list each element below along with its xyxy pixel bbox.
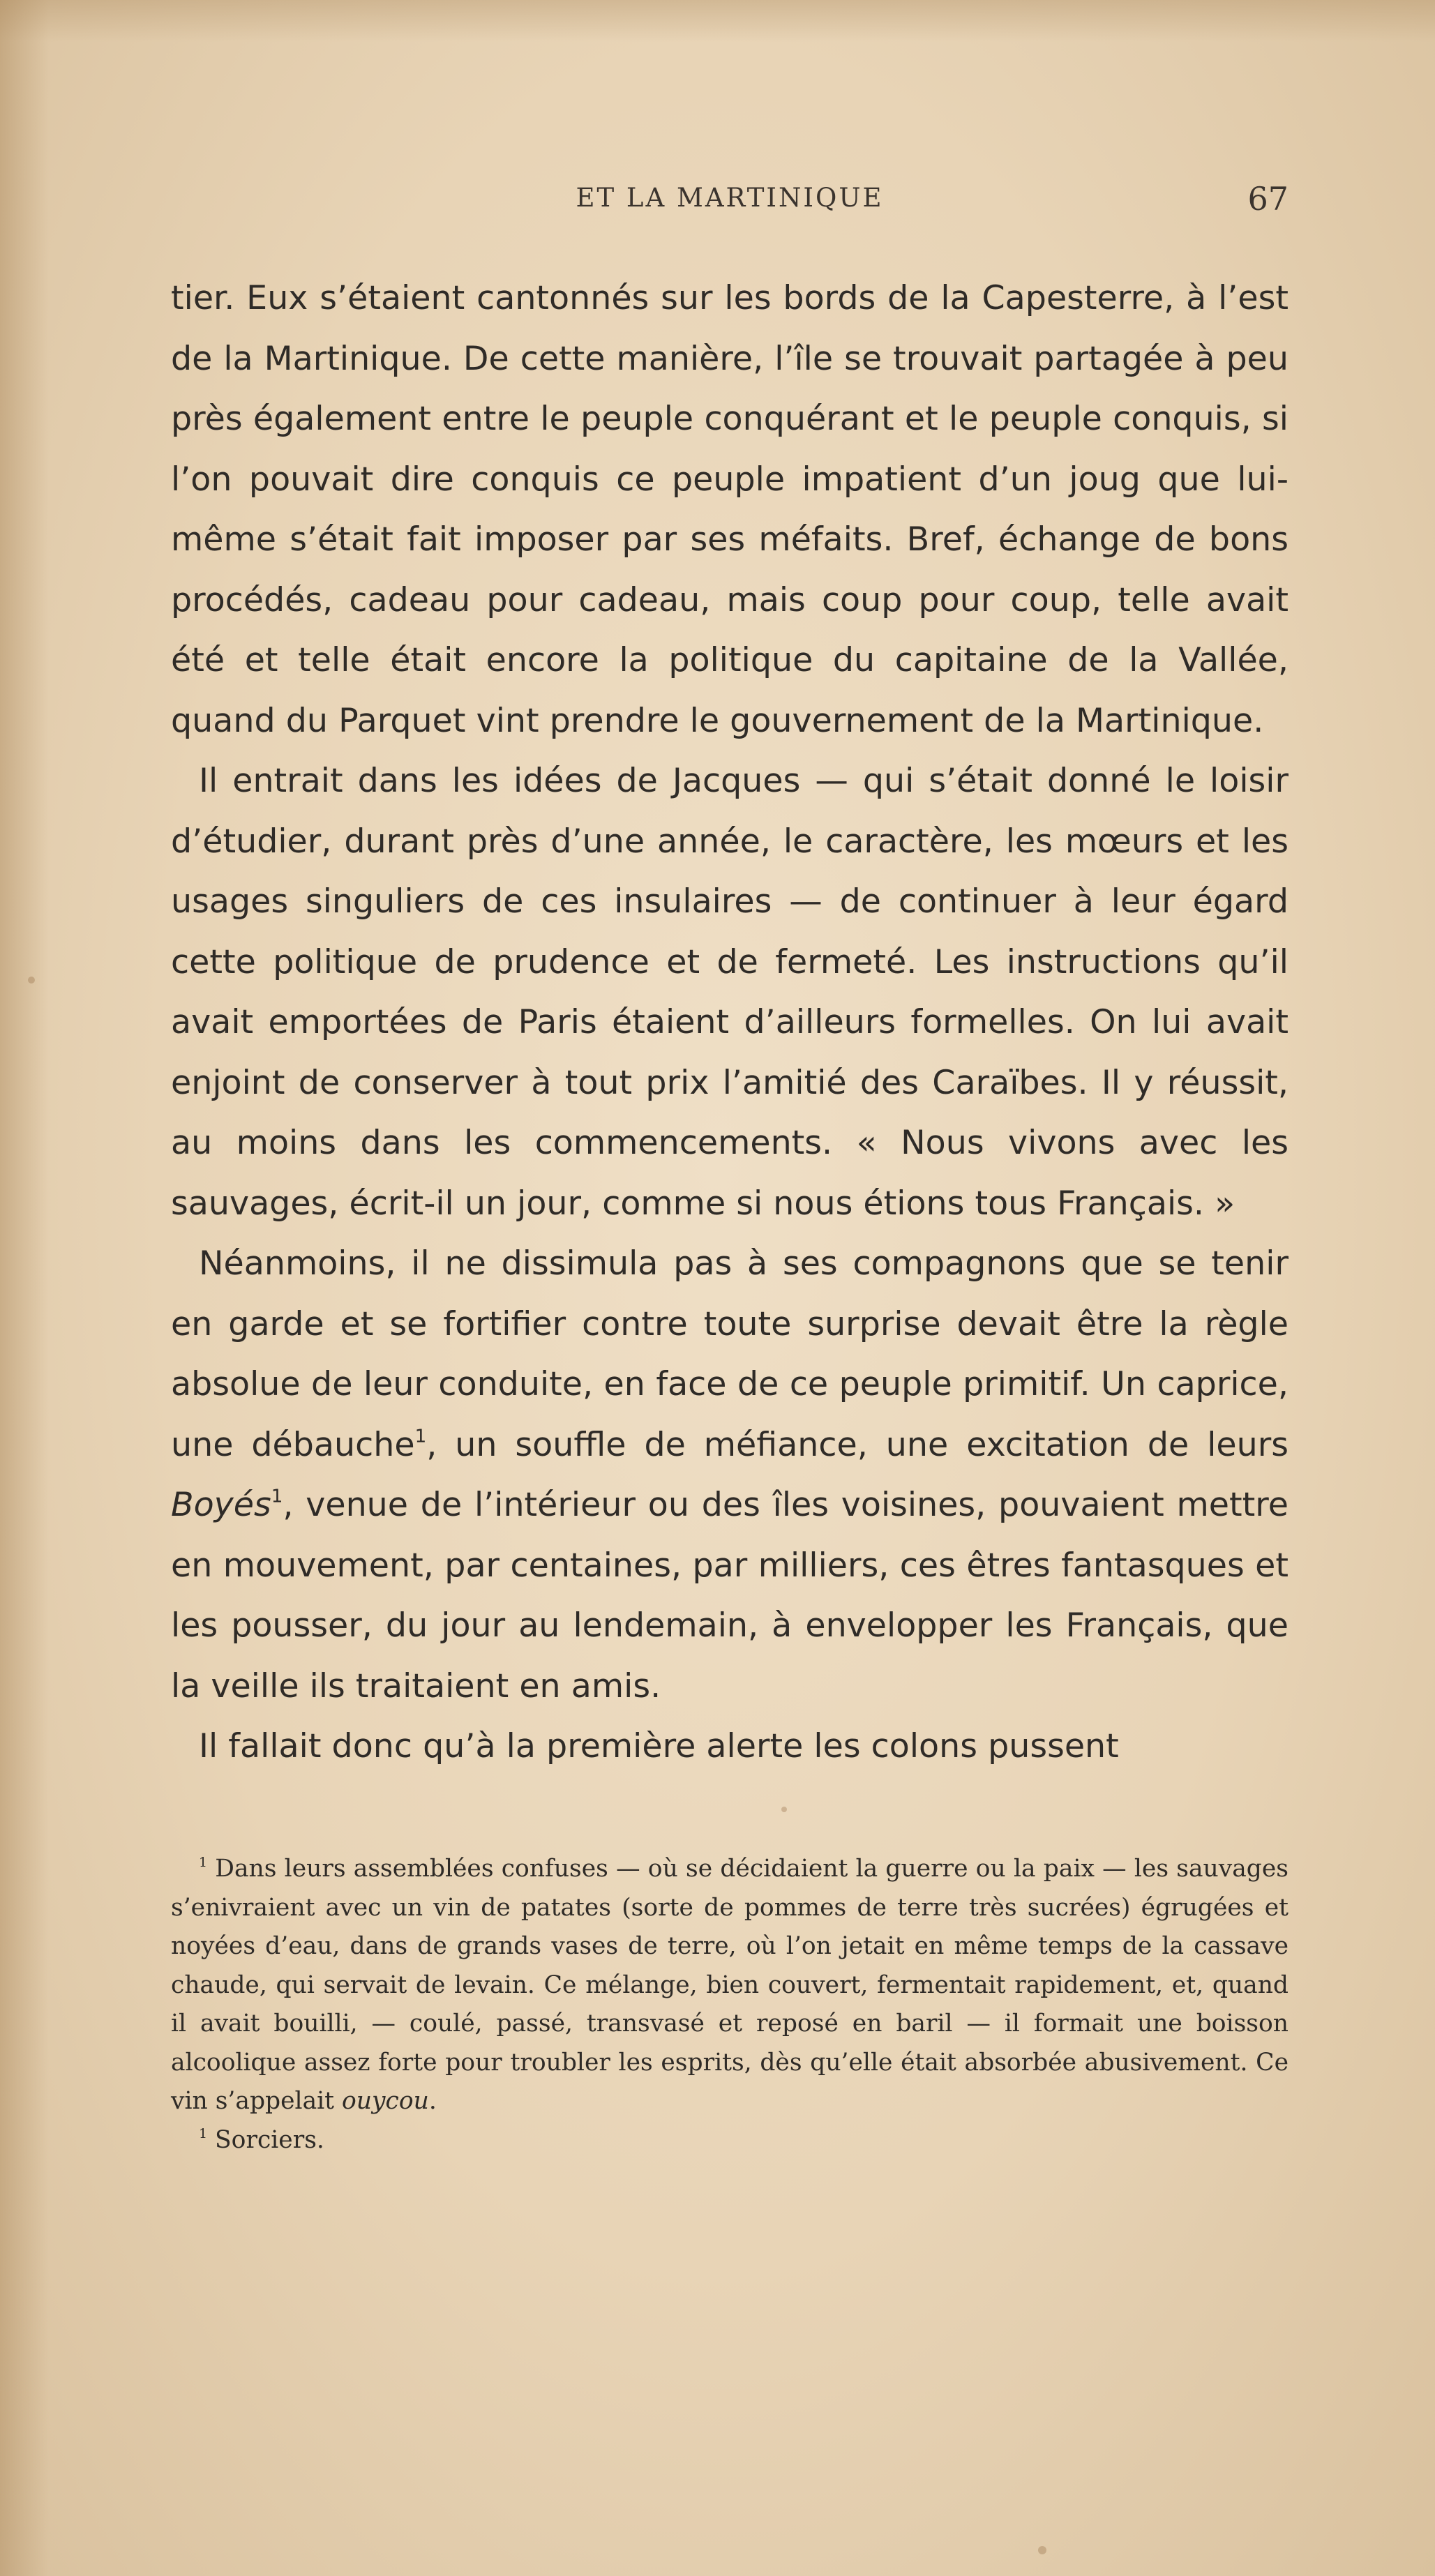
footnote-2	[171, 2121, 1289, 2160]
foxing-spot	[1038, 2546, 1046, 2554]
paragraph-2: Il entrait dans les idées de Jacques — qui s’était donné le loisir d’étudier, durant près d’une année, le caractère, les mœurs et les usages singuliers de ces insulaires — de continuer à leur égard cette politique de prudence et de fermeté. Les instructions qu’il avait emportées de Paris étaient d’ailleurs formelles. On lui avait enjoint de conserver à tout prix l’amitié des Caraïbes. Il y réussit, au moins dans les commencements. « Nous vivons avec les sauvages, écrit-il un jour, comme si nous étions tous Français. »	[171, 762, 1289, 1223]
page-header	[171, 180, 1289, 225]
page-number: 67	[1247, 180, 1289, 218]
term-boyes: Boyés	[171, 1486, 271, 1524]
page-edge-shadow-left	[0, 0, 49, 2576]
paragraph-1: tier. Eux s’étaient cantonnés sur les bords de la Capesterre, à l’est de la Martinique. De cette manière, l’île se trouvait partagée à peu près également entre le peuple conquérant et le peuple conquis, si l’on pouvait dire conquis ce peuple impatient d’un joug que lui-même s’était fait imposer par ses méfaits. Bref, échange de bons procédés, cadeau pour cadeau, mais coup pour coup, telle avait été et telle était encore la politique du capitaine de la Vallée, quand du Parquet vint prendre le gouvernement de la Martinique.	[171, 279, 1289, 740]
page-edge-shadow-top	[0, 0, 1435, 42]
running-title: ET LA MARTINIQUE	[576, 183, 884, 213]
footnote-ref-1: 1	[414, 1425, 427, 1447]
footnote-2-text: Sorciers.	[215, 2125, 324, 2154]
footnote-2-marker: 1	[199, 2125, 208, 2141]
foxing-spot	[781, 1807, 787, 1812]
footnote-1-term: ouycou	[342, 2087, 429, 2115]
paragraph-3	[171, 1234, 1289, 1717]
paragraph-4: Il fallait donc qu’à la première alerte les colons pussent	[199, 1727, 1119, 1765]
paragraph-3-text-b: , un souffle de méfiance, une excitation de leurs	[426, 1425, 1289, 1464]
paragraph-3-text-c: , venue de l’intérieur ou des îles voisines, pouvaient mettre en mouvement, par centaines, par milliers, ces êtres fantasques et les pousser, du jour au lendemain, à envelopper les Français, que la veille ils traitaient en amis.	[171, 1486, 1289, 1705]
footnote-ref-2: 1	[271, 1486, 283, 1507]
footnote-1-end: .	[428, 2087, 437, 2115]
foxing-spot	[28, 977, 35, 984]
footnote-1-marker: 1	[199, 1854, 208, 1870]
paragraph-3-text-a: Néanmoins, il ne dissimula pas à ses compagnons que se tenir en garde et se fortifier contre toute surprise devait être la règle absolue de leur conduite, en face de ce peuple primitif. Un caprice, une débauche	[171, 1244, 1289, 1464]
footnotes	[171, 1850, 1289, 2160]
main-text	[171, 269, 1289, 1777]
footnote-1-text: Dans leurs assemblées confuses — où se décidaient la guerre ou la paix — les sauvages s’enivraient avec un vin de patates (sorte de pommes de terre très sucrées) égrugées et noyées d’eau, dans de grands vases de terre, où l’on jetait en même temps de la cassave chaude, qui servait de levain. Ce mélange, bien couvert, fermentait rapidement, et, quand il avait bouilli, — coulé, passé, transvasé et reposé en baril — il formait une boisson alcoolique assez forte pour troubler les esprits, dès qu’elle était absorbée abusivement. Ce vin s’appelait	[171, 1855, 1289, 2115]
footnote-1	[171, 1850, 1289, 2121]
